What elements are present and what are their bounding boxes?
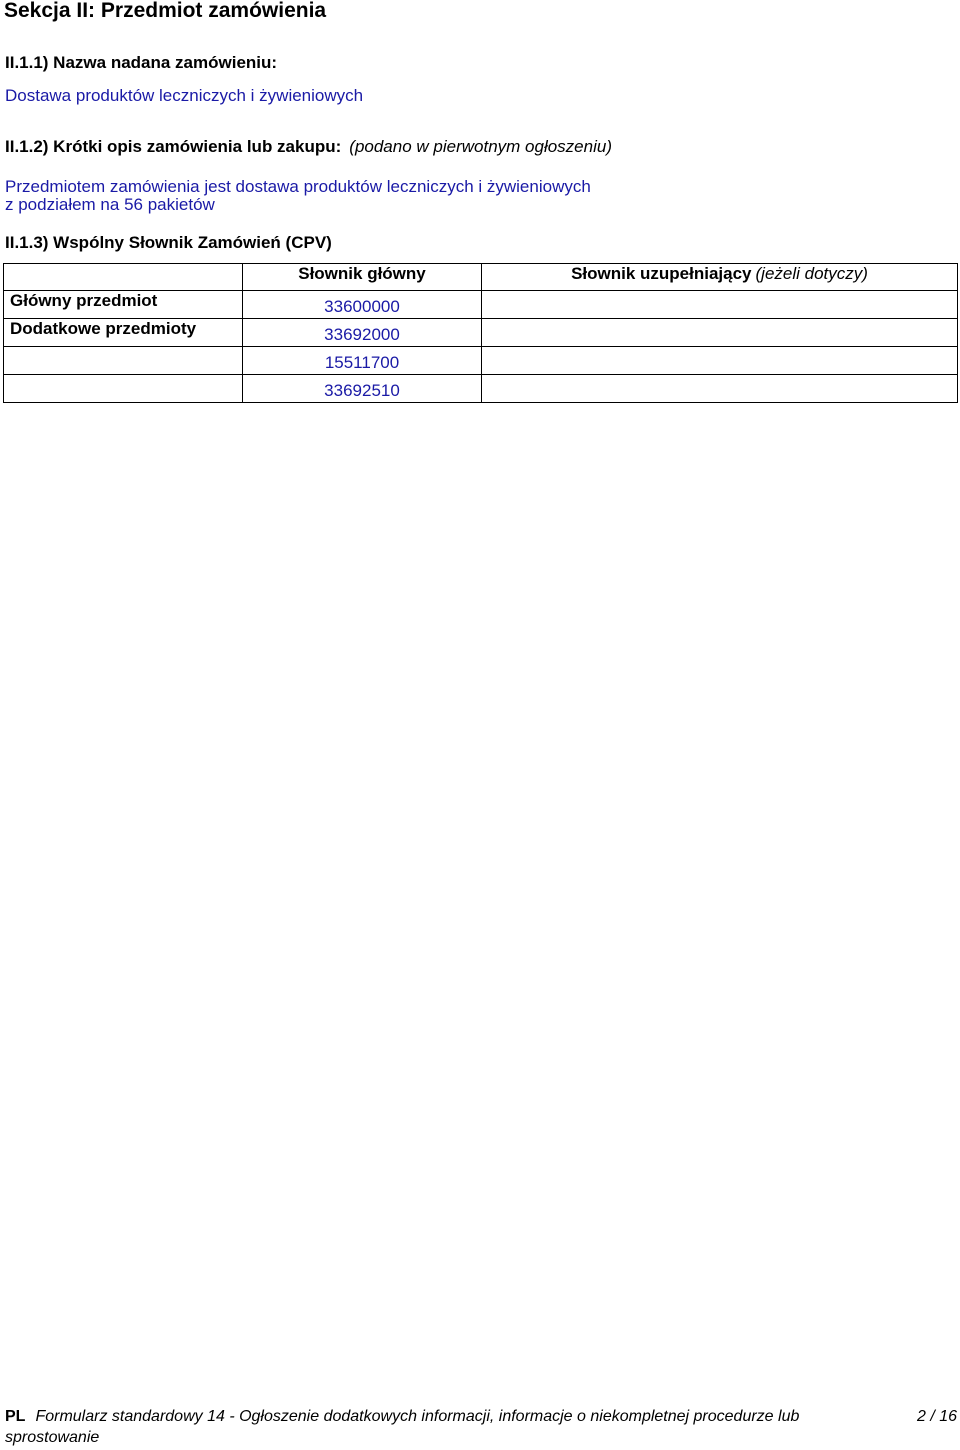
cpv-table — [3, 263, 958, 403]
cpv-additional-supp-cell — [482, 347, 958, 375]
footer-line-1 — [5, 1406, 957, 1427]
cpv-header-supplementary — [482, 264, 958, 291]
cpv-additional-code: 33692510 — [243, 375, 482, 403]
description-value-line-1: Przedmiotem zamówienia jest dostawa produktów leczniczych i żywieniowych — [5, 177, 591, 196]
cpv-row-additional-3 — [4, 375, 958, 403]
footer-form-name-line-1: Formularz standardowy 14 - Ogłoszenie dodatkowych informacji, informacje o niekompletnej procedurze lub — [35, 1408, 800, 1425]
cpv-field-label: II.1.3) Wspólny Słownik Zamówień (CPV) — [5, 233, 332, 252]
cpv-header-supplementary-note: (jeżeli dotyczy) — [755, 264, 868, 283]
cpv-header-row — [4, 264, 958, 291]
cpv-row-additional-1 — [4, 319, 958, 347]
cpv-additional-label-empty — [4, 347, 243, 375]
cpv-row-main-subject — [4, 291, 958, 319]
cpv-main-subject-label: Główny przedmiot — [4, 291, 243, 319]
footer-form-name-line-2: sprostowanie — [5, 1429, 100, 1446]
description-value-line-2: z podziałem na 56 pakietów — [5, 195, 215, 214]
cpv-additional-supp-cell — [482, 375, 958, 403]
name-field-value: Dostawa produktów leczniczych i żywieniowych — [5, 86, 364, 105]
cpv-additional-code: 15511700 — [243, 347, 482, 375]
cpv-header-empty-cell — [4, 264, 243, 291]
cpv-header-main: Słownik główny — [243, 264, 482, 291]
description-label-text: II.1.2) Krótki opis zamówienia lub zakupu: — [5, 137, 342, 156]
cpv-additional-code: 33692000 — [243, 319, 482, 347]
cpv-main-subject-code: 33600000 — [243, 291, 482, 319]
description-label-note: (podano w pierwotnym ogłoszeniu) — [349, 137, 612, 156]
description-field-label — [5, 137, 612, 157]
page-footer — [5, 1406, 957, 1448]
footer-language: PL — [5, 1408, 26, 1425]
section-title: Sekcja II: Przedmiot zamówienia — [4, 0, 327, 22]
cpv-header-supplementary-label: Słownik uzupełniający — [571, 264, 752, 283]
name-field-label: II.1.1) Nazwa nadana zamówieniu: — [5, 53, 278, 72]
cpv-additional-label-empty — [4, 375, 243, 403]
footer-page-number: 2 / 16 — [916, 1408, 957, 1425]
cpv-main-subject-supp-cell — [482, 291, 958, 319]
cpv-additional-label: Dodatkowe przedmioty — [4, 319, 243, 347]
cpv-additional-supp-cell — [482, 319, 958, 347]
cpv-row-additional-2 — [4, 347, 958, 375]
